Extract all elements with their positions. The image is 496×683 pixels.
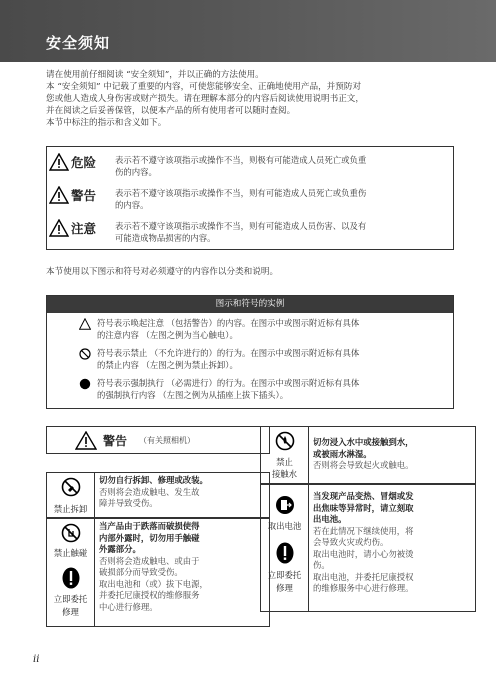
remove-battery-icon bbox=[275, 495, 295, 515]
level-caution bbox=[47, 215, 453, 247]
danger-description bbox=[115, 154, 447, 178]
item-normal-line: 否则将会导致起火或触电。 bbox=[313, 460, 414, 470]
item-normal-line: 破损部分而导致受伤。 bbox=[99, 567, 183, 577]
desc-line: 可能造成物品损害的内容。 bbox=[115, 233, 216, 243]
item-icon-cell bbox=[261, 485, 309, 611]
example-line: 符号表示禁止 （不允许进行的）的行为。在图示中或图示附近标有具体 bbox=[97, 348, 360, 358]
item-label: 修理 bbox=[62, 607, 79, 617]
page-number: ii bbox=[33, 654, 40, 665]
hazard-levels-box bbox=[46, 146, 454, 250]
item-label: 禁止触碰 bbox=[53, 548, 88, 558]
item-text bbox=[313, 437, 471, 472]
desc-line: 表示若不遵守该项指示或操作不当，则有可能造成人员伤害、以及有 bbox=[115, 221, 367, 231]
warning-word: 警告 bbox=[71, 188, 97, 203]
item-text bbox=[313, 491, 471, 595]
item-label: 修理 bbox=[276, 583, 293, 593]
item-normal-line: 伤。 bbox=[313, 560, 330, 570]
item-no-touch bbox=[46, 518, 270, 627]
item-label: 接触水 bbox=[271, 469, 298, 479]
intro-line: 请在使用前仔细阅读 “安全须知”，并以正确的方法使用。 bbox=[46, 70, 264, 80]
item-label: 取出电池 bbox=[267, 521, 302, 531]
caution-tag bbox=[49, 219, 96, 237]
usage-text: 本节使用以下图示和符号对必须遵守的内容作以分类和说明。 bbox=[46, 267, 279, 277]
intro-line: 您或他人造成人身伤害或财产损失。请在理解本部分的内容后阅读使用说明书正文， bbox=[46, 94, 364, 104]
example-line: 的强制执行内容 （左图之例为从插座上拔下插头）。 bbox=[97, 390, 289, 400]
desc-line: 表示若不遵守该项指示或操作不当，则极有可能造成人员死亡或负重 bbox=[115, 155, 367, 165]
example-line: 的注意内容 （左图之例为当心触电）。 bbox=[97, 330, 238, 340]
warning-triangle-icon bbox=[49, 153, 69, 171]
item-label: 立即委托 bbox=[53, 594, 88, 604]
no-touch-icon bbox=[61, 523, 81, 543]
prohibit-icon bbox=[79, 348, 91, 360]
caution-triangle-icon bbox=[79, 318, 91, 330]
item-normal-line: 中心进行修理。 bbox=[99, 601, 158, 612]
item-normal-line: 会导致火灾或灼伤。 bbox=[313, 537, 389, 547]
caution-word: 注意 bbox=[71, 221, 97, 236]
page-header bbox=[0, 0, 496, 62]
example-prohibit bbox=[97, 347, 449, 371]
item-text bbox=[99, 475, 265, 510]
camera-warning-header bbox=[46, 426, 270, 454]
danger-word: 危险 bbox=[71, 155, 97, 170]
intro-line: 本 “安全须知” 中记载了重要的内容，可使您能够安全、正确地使用产品，并预防对 bbox=[46, 82, 362, 92]
item-bold-line: 内部外露时，切勿用手触碰 bbox=[99, 532, 200, 543]
item-normal-line: 否则将会造成触电、或由于 bbox=[99, 555, 200, 566]
item-label: 禁止 bbox=[276, 457, 293, 467]
symbol-examples-box bbox=[46, 295, 454, 409]
warnings-left-column bbox=[46, 426, 270, 627]
item-no-water bbox=[260, 426, 476, 484]
warning-description bbox=[115, 187, 447, 211]
caution-description bbox=[115, 220, 447, 244]
item-icon-cell bbox=[47, 519, 95, 626]
intro-text bbox=[46, 69, 456, 129]
page-title: 安全须知 bbox=[46, 34, 111, 52]
warning-triangle-icon bbox=[49, 186, 69, 204]
desc-line: 的内容。 bbox=[115, 200, 149, 210]
intro-line: 并在阅读之后妥善保管，以便本产品的所有使用者可以随时查阅。 bbox=[46, 106, 296, 116]
item-bold-line: 或被雨水淋湿。 bbox=[313, 448, 372, 459]
example-line: 符号表示唤起注意 （包括警告）的内容。在图示中或图示附近标有具体 bbox=[97, 318, 360, 328]
item-normal-line: 取出电池和（或）拔下电源， bbox=[99, 578, 208, 589]
item-no-disassemble bbox=[46, 472, 270, 518]
item-bold-line: 切勿浸入水中或接触到水， bbox=[313, 437, 414, 447]
no-disassemble-icon bbox=[61, 477, 81, 497]
warning-triangle-icon bbox=[75, 431, 97, 450]
item-bold-line: 切勿自行拆卸、修理或改装。 bbox=[99, 475, 208, 485]
item-normal-line: 的维修服务中心进行修理。 bbox=[313, 583, 414, 593]
warning-tag bbox=[49, 186, 96, 204]
item-icon-cell bbox=[47, 473, 95, 517]
intro-line: 本节中标注的指示和含义如下。 bbox=[46, 118, 167, 128]
item-label: 禁止拆卸 bbox=[53, 504, 88, 514]
item-normal-line: 取出电池，并委托尼康授权 bbox=[313, 571, 414, 582]
level-danger bbox=[47, 149, 453, 181]
item-bold-line: 外露部分。 bbox=[99, 544, 141, 554]
item-bold-line: 当产品由于跌落而破损使得 bbox=[99, 521, 200, 531]
item-normal-line: 取出电池时，请小心勿被烫 bbox=[313, 548, 414, 559]
level-warning bbox=[47, 182, 453, 214]
item-bold-line: 出焦味等异常时，请立刻取 bbox=[313, 502, 414, 513]
example-line: 的禁止内容 （左图之例为禁止拆卸）。 bbox=[97, 360, 238, 370]
item-normal-line: 若在此情况下继续使用，将 bbox=[313, 525, 414, 536]
mandatory-dot-icon bbox=[79, 378, 91, 390]
danger-tag bbox=[49, 153, 96, 171]
no-water-icon bbox=[275, 431, 295, 451]
item-remove-battery bbox=[260, 484, 476, 612]
desc-line: 伤的内容。 bbox=[115, 167, 157, 177]
example-line: 符号表示强制执行 （必需进行）的行为。在图示中或图示附近标有具体 bbox=[97, 378, 360, 388]
example-caution bbox=[97, 317, 449, 341]
item-icon-cell bbox=[261, 427, 309, 483]
item-label: 立即委托 bbox=[267, 570, 302, 580]
item-normal-line: 并委托尼康授权的维修服务 bbox=[99, 590, 200, 600]
desc-line: 表示若不遵守该项指示或操作不当，则有可能造成人员死亡或负重伤 bbox=[115, 188, 367, 198]
item-bold-line: 当发现产品变热、冒烟或发 bbox=[313, 491, 414, 501]
warning-word: 警告 bbox=[103, 434, 128, 448]
item-bold-line: 出电池。 bbox=[313, 514, 347, 524]
example-mandatory bbox=[97, 377, 449, 401]
warning-triangle-icon bbox=[49, 219, 69, 237]
examples-heading: 图示和符号的实例 bbox=[47, 296, 453, 313]
warning-note: （有关照相机） bbox=[139, 436, 195, 445]
item-normal-line: 否则将会造成触电、发生故 bbox=[99, 486, 200, 497]
item-text bbox=[99, 521, 265, 613]
mandatory-repair-icon bbox=[276, 542, 294, 564]
item-normal-line: 障并导致受伤。 bbox=[99, 498, 158, 508]
mandatory-repair-icon bbox=[62, 567, 80, 589]
